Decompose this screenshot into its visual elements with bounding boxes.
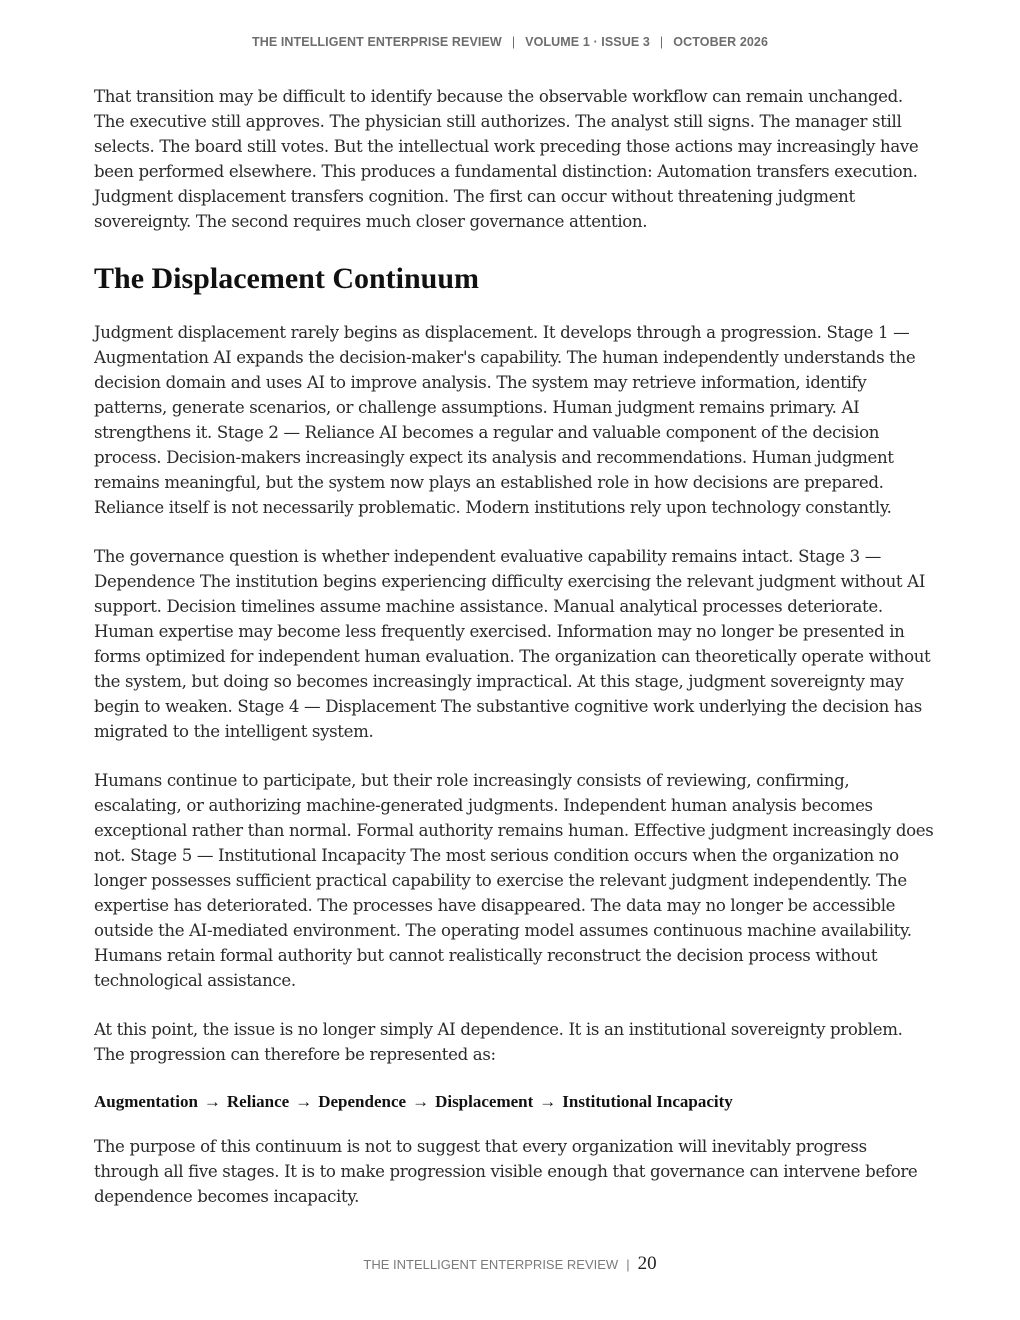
running-header	[0, 35, 1020, 49]
paragraph-intro: That transition may be difficult to identify because the observable workflow can remain unchanged. The executive still approves. The physician still authorizes. The analyst still signs. The manager still selects. The board still votes. But the intellectual work preceding those actions may increasingly have been performed elsewhere. This produces a fundamental distinction: Automation transfers execution. Judgment displacement transfers cognition. The first can occur without threatening judgment sovereignty. The second requires much closer governance attention.	[94, 87, 919, 231]
progression-sequence	[94, 1091, 934, 1113]
header-publication: THE INTELLIGENT ENTERPRISE REVIEW	[251, 35, 502, 49]
arrow-icon: →	[203, 1092, 221, 1111]
stage-augmentation: Augmentation	[94, 1092, 198, 1111]
article-body	[94, 84, 934, 1209]
header-separator: |	[659, 35, 664, 49]
stage-reliance: Reliance	[226, 1092, 290, 1111]
stage-dependence: Dependence	[318, 1092, 407, 1111]
paragraph-stages-3-4: The governance question is whether independent evaluative capability remains intact. Stage 3 — Dependence The institution begins experiencing difficulty exercising the relevant judgment without AI support. Decision timelines assume machine assistance. Manual analytical processes deteriorate. Human expertise may become less frequently exercised. Information may no longer be presented in forms optimized for independent human evaluation. The organization can theoretically operate without the system, but doing so becomes increasingly impractical. At this stage, judgment sovereignty may begin to weaken. Stage 4 — Displacement The substantive cognitive work underlying the decision has migrated to the intelligent system.	[94, 547, 931, 741]
arrow-icon: →	[295, 1092, 313, 1111]
header-separator: |	[511, 35, 516, 49]
paragraph-stage-5: Humans continue to participate, but their role increasingly consists of reviewing, confirming, escalating, or authorizing machine-generated judgments. Independent human analysis becomes exceptional rather than normal. Formal authority remains human. Effective judgment increasingly does not. Stage 5 — Institutional Incapacity The most serious condition occurs when the organization no longer possesses sufficient practical capability to exercise the relevant judgment independently. The expertise has deteriorated. The processes have disappeared. The data may no longer be accessible outside the AI-mediated environment. The operating model assumes continuous machine availability. Humans retain formal authority but cannot realistically reconstruct the decision process without technological assistance.	[94, 771, 934, 990]
footer-publication: THE INTELLIGENT ENTERPRISE REVIEW	[363, 1257, 619, 1272]
page-number: 20	[637, 1253, 657, 1274]
arrow-icon: →	[539, 1092, 557, 1111]
paragraph-progression-intro: At this point, the issue is no longer simply AI dependence. It is an institutional sovereignty problem. The progression can therefore be represented as:	[94, 1020, 903, 1064]
header-issue: VOLUME 1 · ISSUE 3	[525, 35, 650, 49]
paragraph-conclusion: The purpose of this continuum is not to suggest that every organization will inevitably progress through all five stages. It is to make progression visible enough that governance can intervene before dependence becomes incapacity.	[94, 1137, 918, 1206]
paragraph-stages-1-2: Judgment displacement rarely begins as displacement. It develops through a progression. Stage 1 — Augmentation AI expands the decision-maker's capability. The human independently understands the decision domain and uses AI to improve analysis. The system may retrieve information, identify patterns, generate scenarios, or challenge assumptions. Human judgment remains primary. AI strengthens it. Stage 2 — Reliance AI becomes a regular and valuable component of the decision process. Decision-makers increasingly expect its analysis and recommendations. Human judgment remains meaningful, but the system now plays an established role in how decisions are prepared. Reliance itself is not necessarily problematic. Modern institutions rely upon technology constantly.	[94, 323, 916, 517]
header-date: OCTOBER 2026	[673, 35, 769, 49]
section-heading: The Displacement Continuum	[94, 262, 480, 295]
page-footer	[0, 1253, 1020, 1275]
arrow-icon: →	[412, 1092, 430, 1111]
footer-separator: |	[626, 1257, 630, 1272]
stage-institutional-incapacity: Institutional Incapacity	[562, 1092, 733, 1111]
stage-displacement: Displacement	[435, 1092, 534, 1111]
